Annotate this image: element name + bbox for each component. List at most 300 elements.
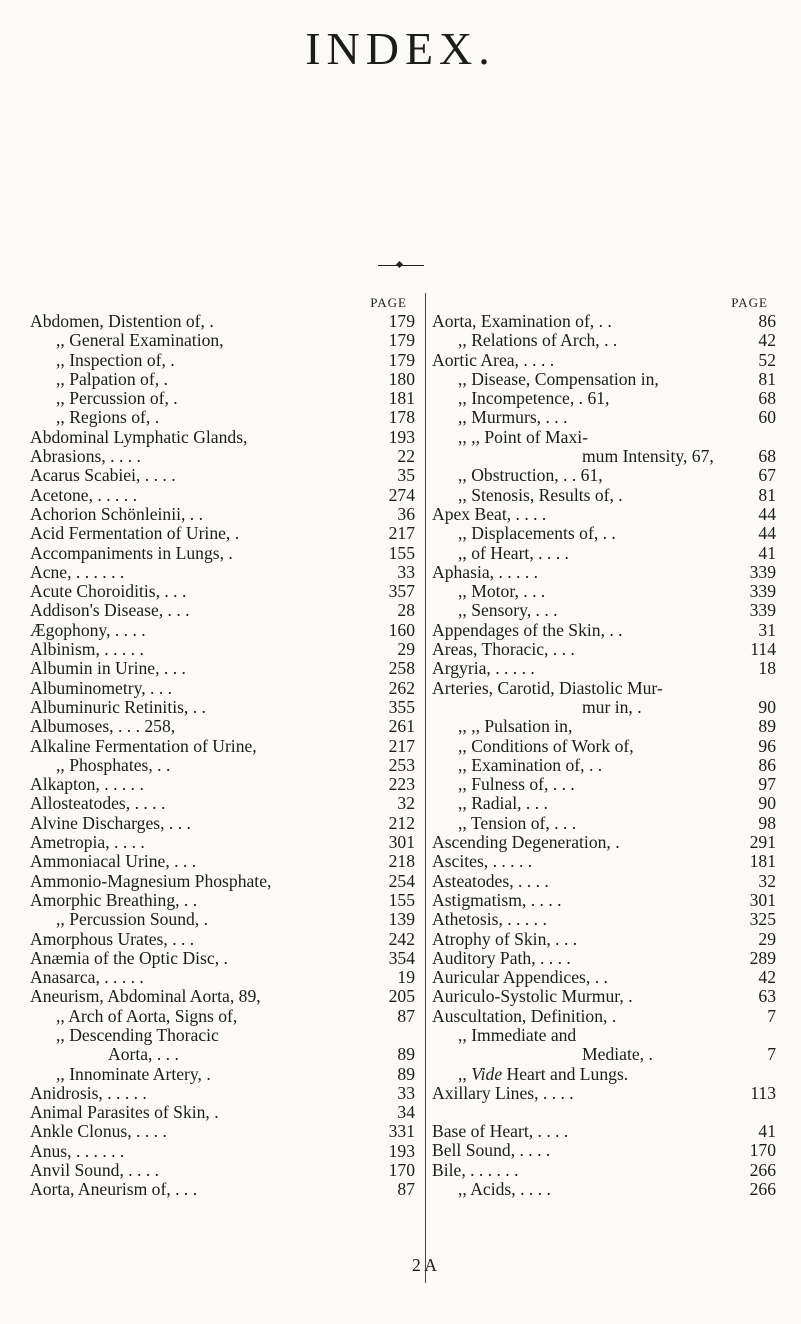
entry-page-number: 98 — [758, 812, 776, 833]
entry-leader — [208, 910, 385, 929]
index-entry — [432, 891, 776, 910]
index-entry — [432, 563, 776, 582]
entry-leader — [551, 1180, 746, 1199]
entry-page-number: 114 — [750, 639, 776, 660]
entry-page-number: 87 — [397, 1179, 415, 1200]
entry-term: Appendages of the Skin, . . — [432, 619, 623, 640]
entry-page-number: 155 — [388, 889, 415, 910]
entry-page-number: 81 — [758, 484, 776, 505]
entry-leader — [137, 486, 385, 505]
entry-term: Ægophony, . . . . — [30, 619, 146, 640]
entry-term: ,, Percussion of, . — [56, 388, 178, 409]
entry-leader — [549, 872, 746, 891]
entry-leader — [576, 814, 746, 833]
entry-leader — [612, 312, 746, 331]
index-entry — [432, 930, 776, 949]
entry-page-number: 36 — [397, 503, 415, 524]
entry-page-number: 68 — [758, 388, 776, 409]
entry-term: ,, Fulness of, . . . — [458, 774, 575, 795]
index-entry — [30, 389, 415, 408]
index-column-left — [30, 293, 415, 1200]
entry-leader — [190, 601, 385, 620]
index-entry — [30, 466, 415, 485]
entry-page-number — [385, 1026, 415, 1045]
index-entry — [432, 601, 776, 620]
entry-term: Addison's Disease, . . . — [30, 600, 190, 621]
index-entry — [30, 544, 415, 563]
entry-page-number: 274 — [388, 484, 415, 505]
entry-leader — [550, 1141, 746, 1160]
entry-term: ,, Relations of Arch, . . — [458, 330, 618, 351]
entry-term: Mediate, . — [582, 1044, 653, 1065]
entry-leader — [165, 794, 385, 813]
entry-leader — [194, 930, 385, 949]
entry-term: ,, Incompetence, . 61, — [458, 388, 610, 409]
entry-page-number: 90 — [758, 696, 776, 717]
entry-leader — [196, 852, 385, 871]
index-entry — [30, 833, 415, 852]
entry-page-number: 29 — [397, 639, 415, 660]
entry-leader — [168, 370, 385, 389]
entry-leader — [558, 601, 746, 620]
entry-page-number: 253 — [388, 754, 415, 775]
entry-page-number: 29 — [758, 928, 776, 949]
entry-page-number: 33 — [397, 1082, 415, 1103]
entry-term: ,, Immediate and — [458, 1024, 577, 1045]
entry-page-number: 97 — [758, 774, 776, 795]
entry-leader — [653, 1045, 746, 1064]
entry-page-number — [746, 428, 776, 447]
entry-leader — [219, 1026, 385, 1045]
entry-leader — [144, 775, 385, 794]
entry-leader — [569, 544, 746, 563]
column-divider — [425, 293, 426, 1283]
entry-term: Athetosis, . . . . . — [432, 909, 547, 930]
index-entry — [432, 833, 776, 852]
entry-leader — [603, 466, 746, 485]
entry-leader — [170, 756, 385, 775]
index-entry — [432, 1007, 776, 1026]
entry-term: Acne, . . . . . . — [30, 561, 125, 582]
entry-term: Base of Heart, . . . . — [432, 1121, 569, 1142]
entry-term: Abdomen, Distention of, . — [30, 311, 214, 331]
spacer — [432, 1103, 776, 1122]
entry-leader — [545, 582, 746, 601]
entry-page-number: 44 — [758, 523, 776, 544]
index-entry — [30, 640, 415, 659]
entry-leader — [547, 910, 746, 929]
entry-page-number — [746, 679, 776, 698]
entry-leader — [214, 312, 385, 331]
entry-leader — [159, 1161, 385, 1180]
index-entry — [30, 987, 415, 1006]
index-entry — [30, 910, 415, 929]
entry-term: ,, Radial, . . . — [458, 793, 548, 814]
entry-term: Auditory Path, . . . . — [432, 947, 571, 968]
index-entry — [432, 640, 776, 659]
index-entry — [432, 389, 776, 408]
entry-term: Anvil Sound, . . . . — [30, 1160, 160, 1181]
index-entry — [30, 814, 415, 833]
entry-term: Albuminuric Retinitis, . . — [30, 696, 206, 717]
entry-term: Alkaline Fermentation of Urine, — [30, 735, 257, 756]
entry-term: ,, Percussion Sound, . — [56, 909, 208, 930]
entry-term: Auscultation, Definition, . — [432, 1005, 617, 1026]
entry-page-number: 32 — [758, 870, 776, 891]
entry-term: Acarus Scabiei, . . . . — [30, 465, 176, 486]
entry-page-number: 89 — [397, 1063, 415, 1084]
entry-term: ,, Obstruction, . . 61, — [458, 465, 603, 486]
entry-page-number: 325 — [749, 909, 776, 930]
entry-term: ,, Inspection of, . — [56, 349, 175, 370]
entry-page-number: 7 — [767, 1044, 776, 1065]
entry-page-number: 139 — [388, 909, 415, 930]
index-entry — [432, 949, 776, 968]
index-entry — [30, 1045, 415, 1064]
entry-page-number: 89 — [397, 1044, 415, 1065]
entry-term: Albinism, . . . . . — [30, 639, 144, 660]
index-entry — [432, 737, 776, 756]
entry-leader — [623, 621, 746, 640]
entry-page-number: 41 — [758, 1121, 776, 1142]
entry-term: Acid Fermentation of Urine, . — [30, 523, 240, 544]
index-entry — [30, 872, 415, 891]
index-entry — [432, 524, 776, 543]
entry-leader — [141, 447, 385, 466]
entry-leader — [159, 408, 385, 427]
entry-leader — [535, 659, 746, 678]
entry-page-number: 242 — [388, 928, 415, 949]
entry-leader — [237, 1007, 385, 1026]
entry-term: Amorphous Urates, . . . — [30, 928, 195, 949]
entry-leader — [186, 659, 385, 678]
entry-leader — [228, 949, 385, 968]
entry-page-number: 181 — [388, 388, 415, 409]
entry-page-number: 354 — [388, 947, 415, 968]
index-entry — [432, 1161, 776, 1180]
entry-page-number: 160 — [388, 619, 415, 640]
entry-page-number: 331 — [388, 1121, 415, 1142]
entry-leader — [124, 563, 385, 582]
entry-leader — [175, 717, 385, 736]
entry-term: Arteries, Carotid, Diastolic Mur- — [432, 677, 663, 698]
entry-leader — [572, 717, 746, 736]
index-entry — [30, 1142, 415, 1161]
entry-leader — [538, 563, 746, 582]
entry-term: ,, Acids, . . . . — [458, 1179, 551, 1200]
entry-page-number: 217 — [388, 735, 415, 756]
entry-page-number: 223 — [388, 774, 415, 795]
entry-page-number: 179 — [388, 311, 415, 331]
index-entry — [30, 968, 415, 987]
entry-page-number: 86 — [758, 311, 776, 331]
entry-leader — [602, 756, 746, 775]
entry-page-number: 33 — [397, 561, 415, 582]
entry-leader — [247, 428, 385, 447]
entry-leader — [576, 1026, 746, 1045]
entry-term: Aphasia, . . . . . — [432, 561, 539, 582]
entry-leader — [179, 1045, 385, 1064]
index-entry — [30, 794, 415, 813]
index-entry — [432, 370, 776, 389]
entry-page-number: 179 — [388, 349, 415, 370]
entry-term: Anasarca, . . . . . — [30, 967, 144, 988]
entry-term: Albumin in Urine, . . . — [30, 658, 186, 679]
index-entry — [432, 331, 776, 350]
entry-leader — [575, 640, 746, 659]
entry-term: Achorion Schönleinii, . . — [30, 503, 203, 524]
entry-leader — [124, 1142, 385, 1161]
entry-page-number: 18 — [758, 658, 776, 679]
entry-page-number: 170 — [749, 1140, 776, 1161]
entry-term: ,, Descending Thoracic — [56, 1024, 219, 1045]
index-entry — [432, 466, 776, 485]
index-column-right — [432, 293, 776, 1199]
entry-page-number: 266 — [749, 1179, 776, 1200]
entry-page-number: 291 — [749, 832, 776, 853]
index-entry — [30, 351, 415, 370]
entry-list — [30, 312, 415, 1200]
entry-page-number: 178 — [388, 407, 415, 428]
index-entry — [30, 331, 415, 350]
page-column-header: PAGE — [731, 295, 768, 310]
entry-term: Albumoses, . . . 258, — [30, 716, 176, 737]
index-entry — [30, 486, 415, 505]
page-column-header: PAGE — [370, 295, 407, 310]
entry-term: Aorta, Examination of, . . — [432, 311, 612, 331]
index-entry — [432, 775, 776, 794]
entry-leader — [224, 331, 385, 350]
entry-page-number: 217 — [388, 523, 415, 544]
entry-page-number: 339 — [749, 581, 776, 602]
entry-leader — [609, 389, 746, 408]
entry-term: Auriculo-Systolic Murmur, . — [432, 986, 633, 1007]
entry-page-number: 41 — [758, 542, 776, 563]
entry-leader — [571, 949, 746, 968]
entry-leader — [219, 1103, 385, 1122]
entry-term: Bile, . . . . . . — [432, 1159, 519, 1180]
entry-leader — [176, 466, 385, 485]
entry-page-number: 357 — [388, 581, 415, 602]
index-entry — [30, 1026, 415, 1045]
entry-leader — [634, 737, 746, 756]
index-entry — [30, 370, 415, 389]
entry-term: Aorta, . . . — [108, 1044, 179, 1065]
entry-term: ,, Murmurs, . . . — [458, 407, 568, 428]
entry-leader — [233, 544, 385, 563]
entry-leader — [519, 1161, 747, 1180]
entry-term: Areas, Thoracic, . . . — [432, 639, 575, 660]
entry-page-number: 212 — [388, 812, 415, 833]
index-entry — [432, 910, 776, 929]
index-entry — [30, 621, 415, 640]
entry-term: Acute Choroiditis, . . . — [30, 581, 187, 602]
entry-leader — [186, 582, 385, 601]
entry-leader — [588, 428, 746, 447]
entry-page-number: 193 — [388, 426, 415, 447]
entry-term: Ankle Clonus, . . . . — [30, 1121, 167, 1142]
index-entry — [432, 1045, 776, 1064]
entry-leader — [257, 737, 385, 756]
entry-term: Animal Parasites of Skin, . — [30, 1102, 219, 1123]
entry-leader — [616, 524, 746, 543]
entry-leader — [144, 640, 385, 659]
index-entry — [432, 447, 776, 466]
entry-page-number: 63 — [758, 986, 776, 1007]
page-title: INDEX. — [305, 23, 496, 74]
entry-page-number: 34 — [397, 1102, 415, 1123]
entry-term: Ascending Degeneration, . — [432, 832, 620, 853]
entry-leader — [577, 930, 746, 949]
entry-term: Ammoniacal Urine, . . . — [30, 851, 197, 872]
index-entry — [432, 794, 776, 813]
index-entry — [30, 659, 415, 678]
index-entry — [30, 679, 415, 698]
entry-page-number: 179 — [388, 330, 415, 351]
entry-leader — [562, 891, 746, 910]
index-entry — [30, 447, 415, 466]
index-entry — [30, 852, 415, 871]
entry-term: Aneurism, Abdominal Aorta, 89, — [30, 986, 261, 1007]
index-entry — [432, 505, 776, 524]
entry-leader — [146, 621, 385, 640]
entry-term: Ascites, . . . . . — [432, 851, 533, 872]
entry-term: ,, Examination of, . . — [458, 754, 603, 775]
entry-page-number: 42 — [758, 330, 776, 351]
index-entry — [432, 1122, 776, 1141]
entry-term: Accompaniments in Lungs, . — [30, 542, 233, 563]
entry-leader — [203, 505, 385, 524]
entry-term: ,, Arch of Aorta, Signs of, — [56, 1005, 238, 1026]
entry-term: Bell Sound, . . . . — [432, 1140, 551, 1161]
index-entry — [30, 737, 415, 756]
entry-term: Amorphic Breathing, . . — [30, 889, 198, 910]
entry-page-number: 181 — [749, 851, 776, 872]
entry-term: Allosteatodes, . . . . — [30, 793, 166, 814]
entry-leader — [617, 331, 746, 350]
entry-leader — [271, 872, 385, 891]
index-entry — [432, 312, 776, 331]
entry-leader — [628, 1065, 746, 1084]
index-entry — [432, 544, 776, 563]
entry-term: Astigmatism, . . . . — [432, 889, 562, 910]
entry-term: Ammonio-Magnesium Phosphate, — [30, 870, 272, 891]
entry-term: Auricular Appendices, . . — [432, 967, 608, 988]
entry-page-number: 261 — [388, 716, 415, 737]
entry-term: mum Intensity, 67, — [582, 446, 714, 467]
entry-page-number: 32 — [397, 793, 415, 814]
entry-page-number: 301 — [388, 832, 415, 853]
entry-term: Acetone, . . . . . — [30, 484, 137, 505]
entry-term: Alkapton, . . . . . — [30, 774, 144, 795]
entry-leader — [197, 1180, 385, 1199]
index-entry — [30, 601, 415, 620]
entry-term: Abdominal Lymphatic Glands, — [30, 426, 248, 447]
index-entry — [432, 1180, 776, 1199]
entry-leader — [548, 794, 746, 813]
entry-page-number: 258 — [388, 658, 415, 679]
entry-page-number: 193 — [388, 1140, 415, 1161]
entry-term: Alvine Discharges, . . . — [30, 812, 191, 833]
entry-page-number: 44 — [758, 503, 776, 524]
index-entry — [432, 698, 776, 717]
entry-term: ,, of Heart, . . . . — [458, 542, 569, 563]
entry-term: Aorta, Aneurism of, . . . — [30, 1179, 198, 1200]
entry-term: ,, Phosphates, . . — [56, 754, 171, 775]
entry-page-number: 289 — [749, 947, 776, 968]
index-entry — [432, 872, 776, 891]
entry-term: ,, ,, Pulsation in, — [458, 716, 573, 737]
entry-leader — [144, 968, 385, 987]
entry-leader — [642, 698, 746, 717]
index-entry — [30, 698, 415, 717]
entry-term: ,, Motor, . . . — [458, 581, 546, 602]
index-entry — [432, 756, 776, 775]
index-entry — [30, 930, 415, 949]
index-entry — [432, 1026, 776, 1045]
entry-term: Anæmia of the Optic Disc, . — [30, 947, 228, 968]
entry-leader — [147, 1084, 385, 1103]
index-entry — [30, 408, 415, 427]
index-entry — [432, 852, 776, 871]
ornament-divider — [0, 256, 801, 274]
index-entry — [30, 505, 415, 524]
index-entry — [30, 524, 415, 543]
entry-leader — [178, 389, 385, 408]
entry-page-number: 355 — [388, 696, 415, 717]
entry-leader — [197, 891, 385, 910]
entry-page-number: 22 — [397, 446, 415, 467]
index-entry — [30, 717, 415, 736]
entry-page-number: 42 — [758, 967, 776, 988]
entry-page-number: 89 — [758, 716, 776, 737]
index-entry — [30, 1122, 415, 1141]
entry-page-number: 67 — [758, 465, 776, 486]
entry-leader — [167, 1122, 385, 1141]
entry-term: ,, Vide Heart and Lungs. — [458, 1063, 629, 1084]
entry-term: Argyria, . . . . . — [432, 658, 535, 679]
index-entry — [432, 486, 776, 505]
index-entry — [432, 679, 776, 698]
index-entry — [432, 968, 776, 987]
entry-page-number: 87 — [397, 1005, 415, 1026]
entry-term: mur in, . — [582, 696, 642, 717]
entry-term: Apex Beat, . . . . — [432, 503, 547, 524]
entry-term: ,, Palpation of, . — [56, 368, 168, 389]
index-entry — [30, 1065, 415, 1084]
entry-leader — [191, 814, 385, 833]
entry-list — [432, 312, 776, 1199]
entry-term: Abrasions, . . . . — [30, 446, 141, 467]
entry-leader — [568, 1122, 746, 1141]
entry-leader — [554, 351, 746, 370]
entry-leader — [567, 408, 746, 427]
entry-leader — [532, 852, 746, 871]
entry-term: Ametropia, . . . . — [30, 832, 145, 853]
entry-leader — [659, 370, 746, 389]
entry-leader — [546, 505, 746, 524]
entry-term: Albuminometry, . . . — [30, 677, 173, 698]
entry-page-number: 31 — [758, 619, 776, 640]
index-entry — [30, 1161, 415, 1180]
entry-term: ,, Sensory, . . . — [458, 600, 558, 621]
entry-term: ,, Conditions of Work of, — [458, 735, 634, 756]
entry-term: ,, Regions of, . — [56, 407, 160, 428]
entry-leader — [175, 351, 385, 370]
entry-term: ,, Displacements of, . . — [458, 523, 616, 544]
entry-page-number: 205 — [388, 986, 415, 1007]
index-entry — [432, 987, 776, 1006]
